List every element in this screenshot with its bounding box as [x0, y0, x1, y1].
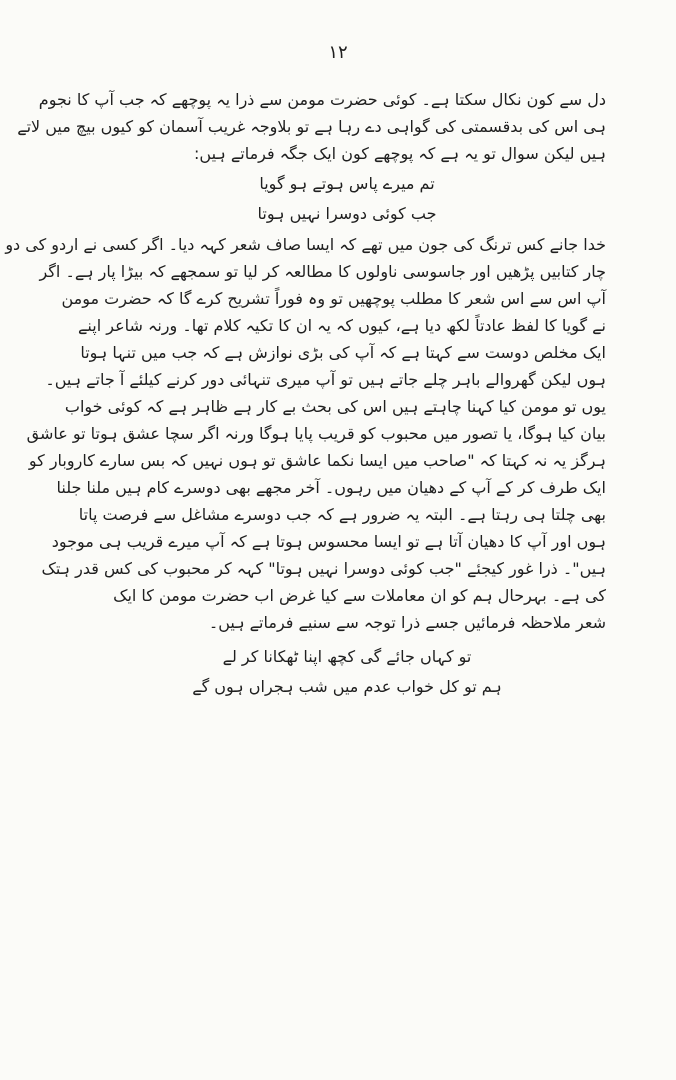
text-line: دل سے کون نکال سکتا ہے۔ کوئی حضرت مومن سے ذرا یہ پوچھے کہ جب آپ کا نجوم — [38, 90, 606, 109]
text-line: ہوں لیکن گھروالے باہر چلے جاتے ہیں تو آپ میری تنہائی دور کرنے کیلئے آ جاتے ہیں۔ — [45, 370, 606, 389]
page-number: ١٢ — [328, 42, 348, 63]
text-line: شعر ملاحظہ فرمائیں جسے ذرا توجہ سے سنیے فرماتے ہیں۔ — [208, 613, 606, 632]
text-line: یوں تو مومن کیا کہنا چاہتے ہیں اس کی بحث بے کار ہے ظاہر ہے کہ کوئی خواب — [64, 397, 606, 416]
paragraph-2 — [5, 231, 606, 636]
text-line: ہیں لیکن سوال تو یہ ہے کہ پوچھے کون ایک جگہ فرماتے ہیں: — [194, 144, 606, 163]
verse-1 — [88, 169, 606, 229]
verse-line: ہم تو کل خواب عدم میں شب ہجراں ہوں گے — [192, 677, 502, 696]
text-line: چار کتابیں پڑھیں اور جاسوسی ناولوں کا مطالعہ کر لیا تو سمجھے کہ بیڑا پار ہے۔ اگر — [39, 262, 606, 281]
paragraph-1 — [17, 86, 606, 167]
verse-line: تو کہاں جائے گی کچھ اپنا ٹھکانا کر لے — [222, 647, 472, 666]
page-content — [5, 86, 606, 704]
text-line: ہرگز یہ نہ کہتا کہ "صاحب میں ایسا نکما عاشق تو ہوں نہیں کہ بس سارے کاروبار کو — [28, 451, 606, 470]
verse-line: جب کوئی دوسرا نہیں ہوتا — [257, 204, 437, 223]
verse-2 — [88, 642, 606, 702]
text-line: ایک طرف کر کے آپ کے دھیان میں رہوں۔ آخر مجھے بھی دوسرے کام ہیں ملنا جلنا — [56, 478, 606, 497]
verse-line: تم میرے پاس ہوتے ہو گویا — [259, 174, 435, 193]
text-line: ایک مخلص دوست سے کہتا ہے کہ آپ کی بڑی نوازش ہے کہ جب میں تنہا ہوتا — [80, 343, 606, 362]
text-line: ہیں"۔ ذرا غور کیجئے "جب کوئی دوسرا نہیں ہوتا" کہہ کر محبوب کی کس قدر ہتک — [41, 559, 606, 578]
text-line: بیان کیا ہوگا، یا تصور میں محبوب کو قریب پایا ہوگا ورنہ اگر سچا عشق ہوتا تو عاشق — [26, 424, 606, 443]
text-line: نے گویا کا لفظ عادتاً لکھ دیا ہے، کیوں کہ یہ ان کا تکیہ کلام تھا۔ ورنہ شاعر اپنے — [78, 316, 606, 335]
text-line: ہی اس کی بدقسمتی کی گواہی دے رہا ہے تو بلاوجہ غریب آسمان کو کیوں بیچ میں لاتے — [17, 117, 606, 136]
text-line: ہوں اور آپ کا دھیان آتا ہے تو ایسا محسوس ہوتا ہے کہ آپ میرے قریب ہی موجود — [51, 532, 606, 551]
text-line: خدا جانے کس ترنگ کی جون میں تھے کہ ایسا صاف شعر کہہ دیا۔ اگر کسی نے اردو کی دو — [5, 235, 606, 254]
text-line: آپ اس سے اس شعر کا مطلب پوچھیں تو وہ فوراً تشریح کرے گا کہ حضرت مومن — [61, 289, 606, 308]
text-line: بھی چلتا ہی رہتا ہے۔ البتہ یہ ضرور ہے کہ جب دوسرے مشاغل سے فرصت پاتا — [78, 505, 606, 524]
text-line: کی ہے۔ بہرحال ہم کو ان معاملات سے کیا غرض اب حضرت مومن کا ایک — [113, 586, 606, 605]
